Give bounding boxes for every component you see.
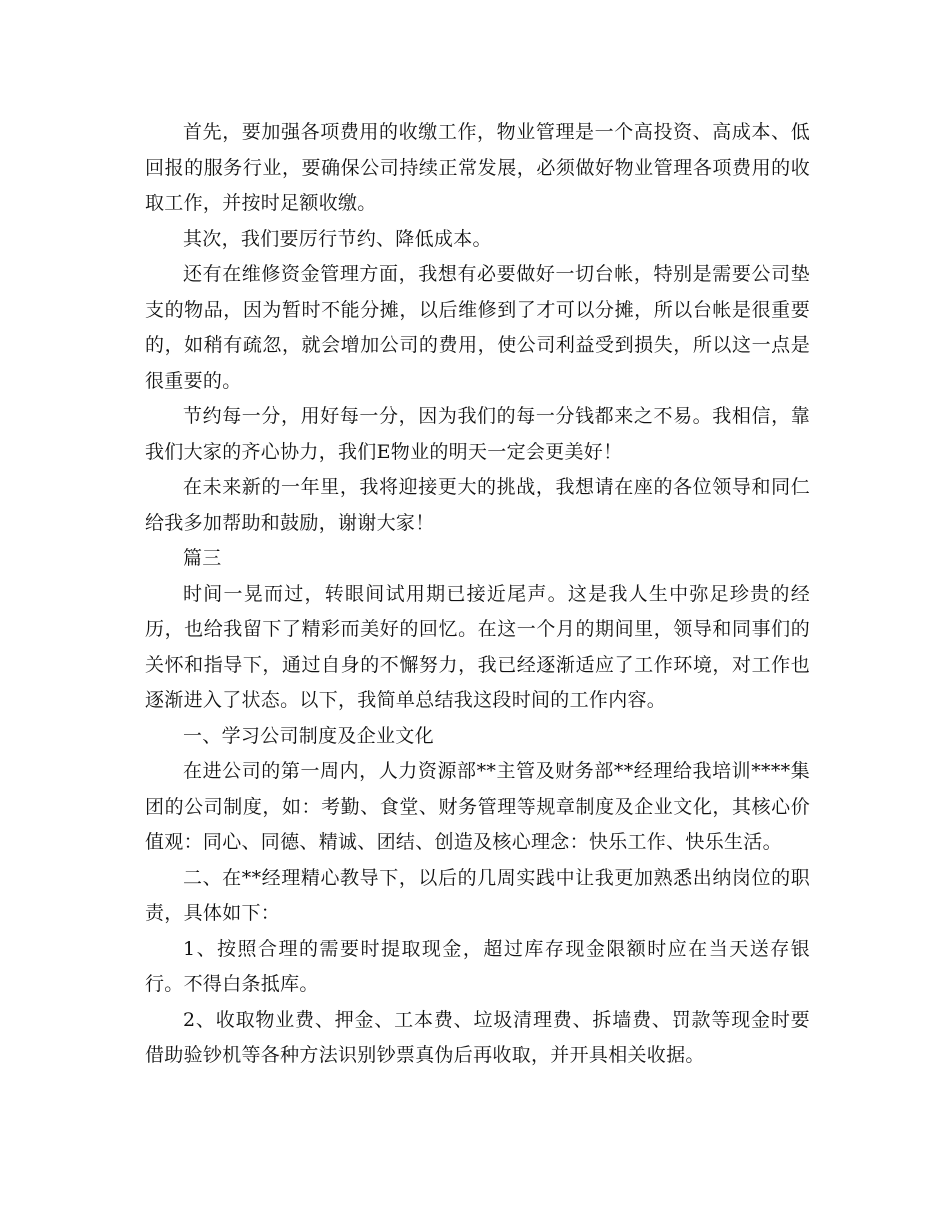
paragraph-thrift: 节约每一分，用好每一分，因为我们的每一分钱都来之不易。我相信，靠我们大家的齐心协力，我们E物业的明天一定会更美好！ — [145, 405, 810, 463]
heading-company-culture: 一、学习公司制度及企业文化 — [183, 724, 434, 747]
document-body — [145, 115, 810, 1074]
section-heading-part-three: 篇三 — [183, 547, 222, 569]
list-item-cash-withdrawal: 1、按照合理的需要时提取现金，超过库存现金限额时应在当天送存银行。不得白条抵库。 — [145, 937, 810, 995]
paragraph-maintenance-fund: 还有在维修资金管理方面，我想有必要做好一切台帐，特别是需要公司垫支的物品，因为暂时不能分摊，以后维修到了才可以分摊，所以台帐是很重要的，如稍有疏忽，就会增加公司的费用，使公司利益受到损失，所以这一点是很重要的。 — [145, 263, 810, 392]
paragraph-cost-saving: 其次，我们要厉行节约、降低成本。 — [183, 227, 492, 250]
list-item-cash-collection: 2、收取物业费、押金、工本费、垃圾清理费、拆墙费、罚款等现金时要借助验钞机等各种方法识别钞票真伪后再收取，并开具相关收据。 — [145, 1008, 810, 1066]
paragraph-fee-collection: 首先，要加强各项费用的收缴工作，物业管理是一个高投资、高成本、低回报的服务行业，要确保公司持续正常发展，必须做好物业管理各项费用的收取工作，并按时足额收缴。 — [145, 121, 810, 214]
heading-cashier-duties: 二、在**经理精心教导下，以后的几周实践中让我更加熟悉出纳岗位的职责，具体如下： — [145, 866, 810, 924]
paragraph-first-week-training: 在进公司的第一周内，人力资源部**主管及财务部**经理给我培训****集团的公司制度，如：考勤、食堂、财务管理等规章制度及企业文化，其核心价值观：同心、同德、精诚、团结、创造及核心理念：快乐工作、快乐生活。 — [145, 760, 810, 853]
paragraph-closing-thanks: 在未来新的一年里，我将迎接更大的挑战，我想请在座的各位领导和同仁给我多加帮助和鼓励，谢谢大家！ — [145, 476, 810, 534]
paragraph-probation-intro: 时间一晃而过，转眼间试用期已接近尾声。这是我人生中弥足珍贵的经历，也给我留下了精彩而美好的回忆。在这一个月的期间里，领导和同事们的关怀和指导下，通过自身的不懈努力，我已经逐渐适应了工作环境，对工作也逐渐进入了状态。以下，我简单总结我这段时间的工作内容。 — [145, 582, 810, 711]
